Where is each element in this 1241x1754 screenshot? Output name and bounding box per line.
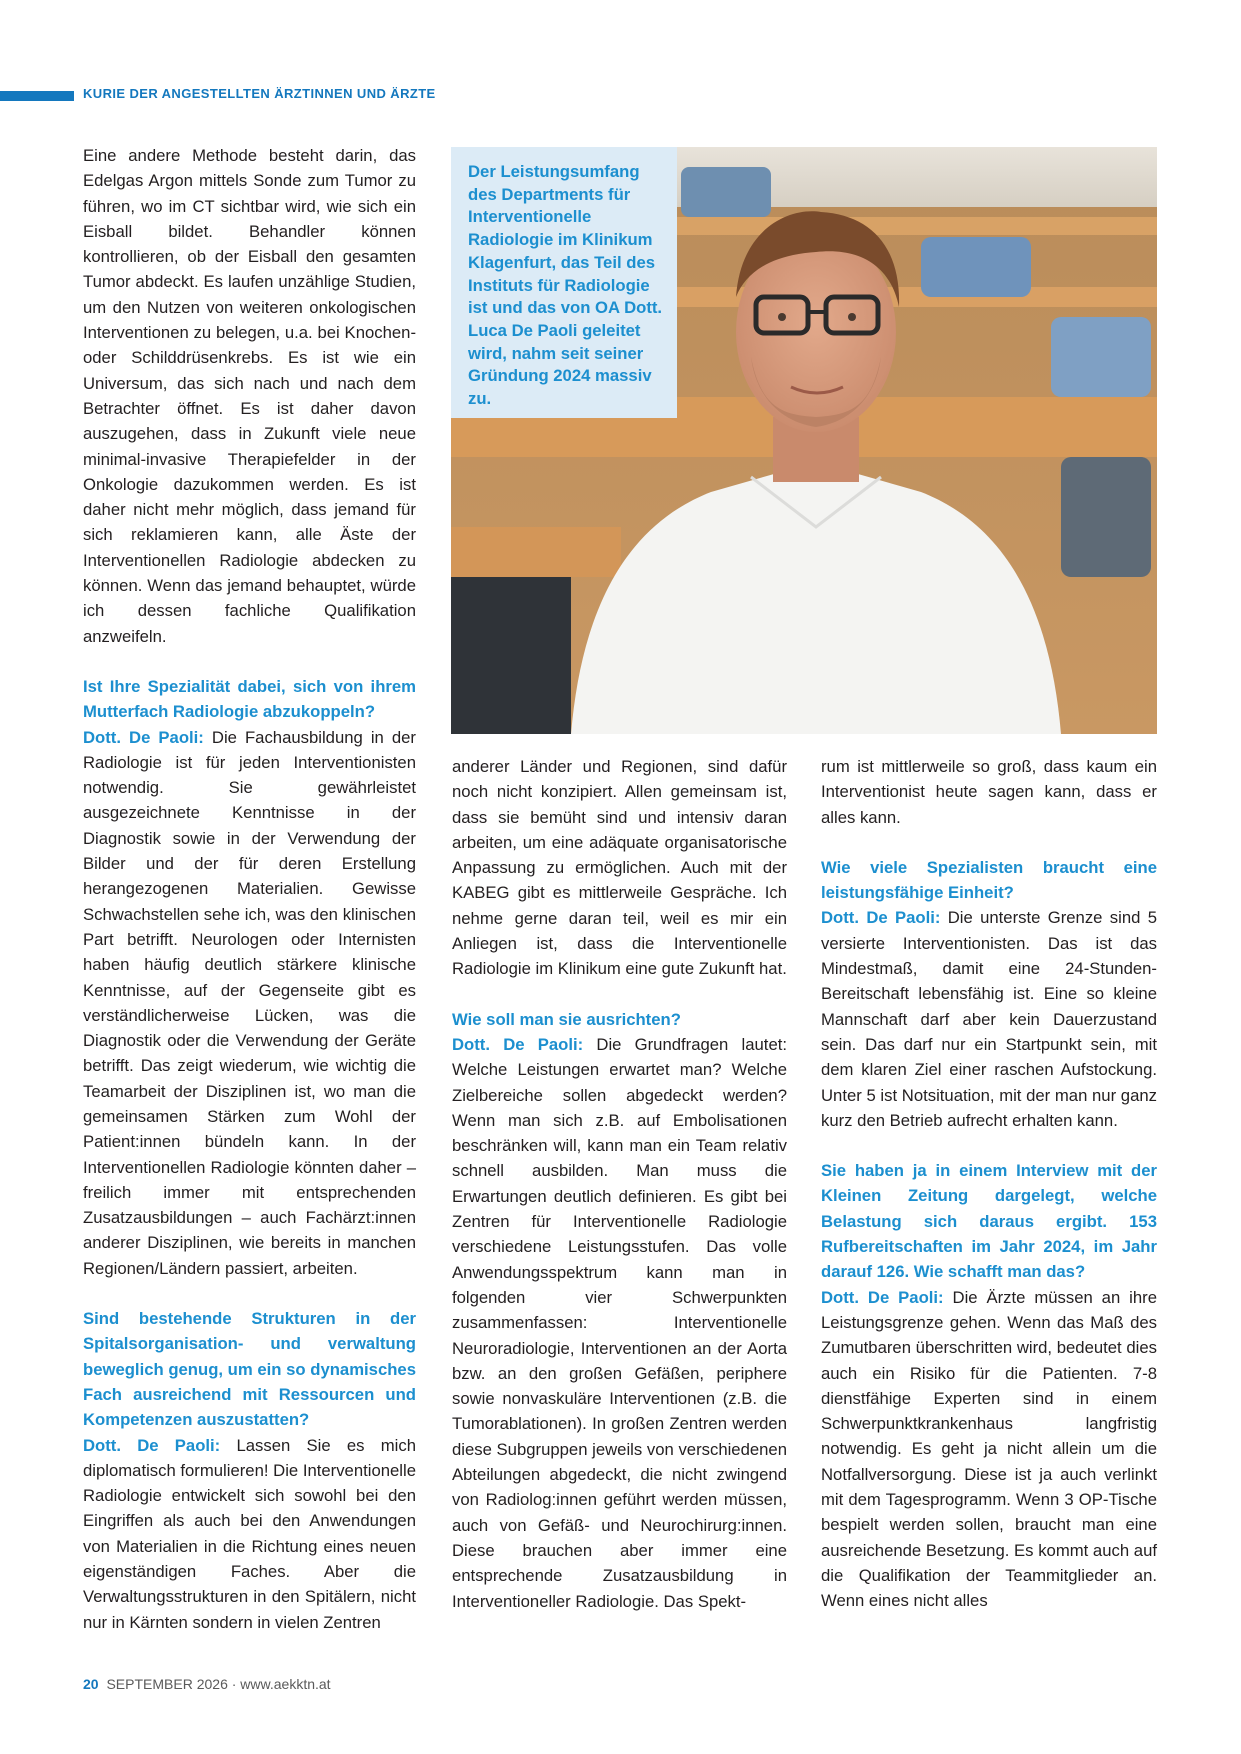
interview-answer <box>821 1285 1157 1614</box>
answer-text: Die Ärzte müssen an ihre Leistungsgrenze gehen. Wenn das Maß des Zumutbaren überschritten wird, bedeutet dies auch ein Risiko für die Patienten. 7-8 dienstfähige Experten sind in einem Schwerpunktkrankenhaus langfristig notwendig. Es geht ja nicht allein um die Notfallversorgung. Diese ist ja auch verlinkt mit dem Tagesprogramm. Wenn 3 OP-Tische bespielt werden sollen, braucht man eine ausreichende Besetzung. Es kommt auch auf die Qualifikation der Teammitglieder an. Wenn eines nicht alles <box>821 1287 1157 1611</box>
issue-info: SEPTEMBER 2026 · www.aekktn.at <box>106 1676 331 1692</box>
speaker-label: Dott. De Paoli: <box>821 1287 944 1307</box>
interview-question: Sie haben ja in einem Interview mit der Kleinen Zeitung dargelegt, welche Belastung sich daraus ergibt. 153 Rufbereitschaften im Jahr 2024, im Jahr darauf 126. Wie schafft man das? <box>821 1161 1157 1282</box>
paragraph: anderer Länder und Regionen, sind dafür noch nicht konzipiert. Allen gemeinsam ist, dass sie bemüht sind und intensiv daran arbeiten, um eine adäquate organisatorische Anpassung zu ermöglichen. Auch mit der KABEG gibt es mittlerweile Gespräche. Ich nehme gerne daran teil, weil es mir ein Anliegen ist, dass die Interventionelle Radiologie im Klinikum eine gute Zukunft hat. <box>452 757 787 979</box>
article-column-3 <box>821 754 1157 1614</box>
interview-question: Ist Ihre Spezialität dabei, sich von ihrem Mutterfach Radiologie abzukoppeln? <box>83 676 416 722</box>
answer-text: Die Grundfragen lautet: Welche Leistungen erwartet man? Welche Zielbereiche sollen abgedeckt werden? Wenn man sich z.B. auf Embolisationen beschränken will, kann man ein Team relativ schnell ausbilden. Man muss die Erwartungen deutlich definieren. Es gibt bei Zentren für Interventionelle Radiologie verschiedene Leistungsstufen. Das volle Anwendungsspektrum kann man in folgenden vier Schwerpunkten zusammenfassen: Interventionelle Neuroradiologie, Interventionen an der Aorta bzw. an den großen Gefäßen, periphere sowie nonvaskuläre Interventionen (z.B. die Tumorablationen). In großen Zentren werden diese Subgruppen jeweils von verschiedenen Abteilungen abgedeckt, die nicht zwingend von Radiolog:innen geführt werden müssen, auch von Gefäß- und Neurochirurg:innen. Diese brauchen aber immer eine entsprechende Zusatzausbildung in Interventioneller Radiologie. Das Spekt- <box>452 1034 787 1611</box>
article-column-2 <box>452 754 787 1614</box>
header-accent-bar <box>0 91 74 101</box>
paragraph: rum ist mittlerweile so groß, dass kaum ein Interventionist heute sagen kann, dass er alles kann. <box>821 757 1157 827</box>
interview-answer <box>821 905 1157 1133</box>
speaker-label: Dott. De Paoli: <box>83 727 204 747</box>
answer-text: Die unterste Grenze sind 5 versierte Interventionisten. Das ist das Mindestmaß, damit eine 24-Stunden-Bereitschaft lebensfähig ist. Eine so kleine Mannschaft darf aber kein Dauerzustand sein. Das darf nur ein Startpunkt sein, mit dem klaren Ziel einer raschen Aufstockung. Unter 5 ist Notsituation, mit der man nur ganz kurz den Betrieb aufrecht erhalten kann. <box>821 908 1157 1130</box>
page-footer <box>83 1676 331 1692</box>
interview-answer <box>83 1433 416 1635</box>
speaker-label: Dott. De Paoli: <box>821 908 941 928</box>
interview-answer <box>452 1032 787 1614</box>
section-title: KURIE DER ANGESTELLTEN ÄRZTINNEN UND ÄRZTE <box>83 86 436 101</box>
interview-question: Sind bestehende Strukturen in der Spitalsorganisation- und verwaltung beweglich genug, um ein so dynamisches Fach ausreichend mit Ressourcen und Kompetenzen auszustatten? <box>83 1309 416 1430</box>
interview-answer <box>83 725 416 1282</box>
speaker-label: Dott. De Paoli: <box>83 1435 221 1455</box>
interview-question: Wie soll man sie ausrichten? <box>452 1009 681 1029</box>
answer-text: Lassen Sie es mich diplomatisch formulieren! Die Interventionelle Radiologie entwickelt sich sowohl bei den Eingriffen als auch bei den Anwendungen von Materialien in die Richtung eines neuen eigenständigen Faches. Aber die Verwaltungsstrukturen in den Spitälern, nicht nur in Kärnten sondern in vielen Zentren <box>83 1435 417 1632</box>
answer-text: Die Fachausbildung in der Radiologie ist für jeden Interventionisten notwendig. Sie gewährleistet ausgezeichnete Kenntnisse in der Diagnostik sowie in der Verwendung der Bilder und der für deren Erstellung herangezogenen Materialien. Gewisse Schwachstellen sehe ich, was den klinischen Part betrifft. Neurologen oder Internisten haben häufig deutlich stärkere klinische Kenntnisse, auf der Gegenseite gibt es verständlicherweise Lücken, was die Diagnostik oder die Verwendung der Geräte betrifft. Das zeigt wiederum, wie wichtig die Teamarbeit der Disziplinen ist, wo man die gemeinsamen Stärken zum Wohl der Patient:innen bündeln kann. In der Interventionellen Radiologie könnten daher – freilich immer mit entsprechenden Zusatzausbildungen – auch Fachärzt:innen anderer Disziplinen, wie bereits in manchen Regionen/Ländern passiert, arbeiten. <box>83 727 416 1278</box>
page-number: 20 <box>83 1676 99 1692</box>
photo-caption: Der Leistungsumfang des Departments für Interventionelle Radiologie im Klinikum Klagenfurt, das Teil des Instituts für Radiologie ist und das von OA Dott. Luca De Paoli geleitet wird, nahm seit seiner Gründung 2024 massiv zu. <box>451 147 677 418</box>
interview-question: Wie viele Spezialisten braucht eine leistungsfähige Einheit? <box>821 857 1157 903</box>
paragraph: Eine andere Methode besteht darin, das Edelgas Argon mittels Sonde zum Tumor zu führen, wo im CT sichtbar wird, wie sich ein Eisball bildet. Behandler können kontrollieren, ob der Eisball den gesamten Tumor abdeckt. Es laufen unzählige Studien, um den Nutzen von weiteren onkologischen Interventionen zu belegen, u.a. bei Knochen- oder Schilddrüsenkrebs. Es ist wie ein Universum, das sich nach und nach dem Betrachter öffnet. Es ist daher davon auszugehen, dass in Zukunft viele neue minimal-invasive Therapiefelder in der Onkologie dazukommen werden. Es ist daher nicht mehr möglich, dass jemand für sich reklamieren kann, alle Äste der Interventionellen Radiologie abdecken zu können. Wenn das jemand behauptet, würde ich dessen fachliche Qualifikation anzweifeln. <box>83 146 416 646</box>
speaker-label: Dott. De Paoli: <box>452 1034 584 1054</box>
article-column-1 <box>83 143 416 1635</box>
